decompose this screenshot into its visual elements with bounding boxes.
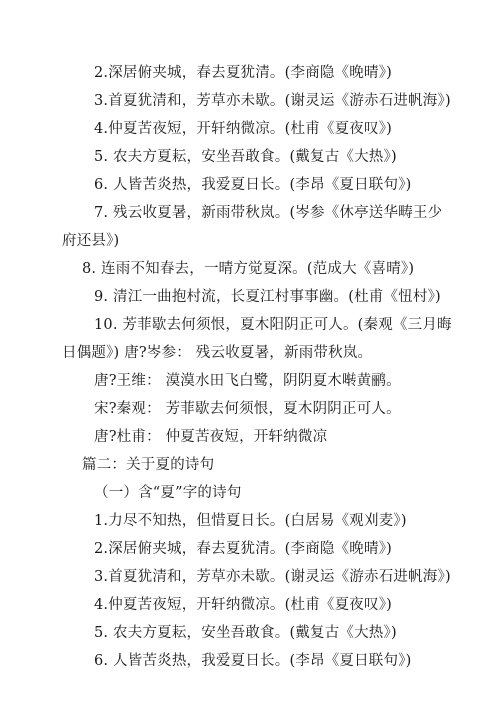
text-line: 2.深居俯夹城，春去夏犹清。(李商隐《晚晴》) — [94, 541, 392, 557]
text-line: 6. 人皆苦炎热，我爱夏日长。(李昂《夏日联句》) — [94, 653, 412, 669]
text-line: 8. 连雨不知春去，一晴方觉夏深。(范成大《喜晴》) — [82, 261, 415, 277]
text-line: 9. 清江一曲抱村流，长夏江村事事幽。(杜甫《忸村》) — [94, 289, 441, 305]
text-line: 府还县》) — [62, 233, 120, 249]
text-line: 2.深居俯夹城，春去夏犹清。(李商隐《晚晴》) — [94, 65, 392, 81]
text-line: 3.首夏犹清和，芳草亦未歇。(谢灵运《游赤石进帆海》) — [94, 93, 451, 109]
text-line: 唐?王维： 漠漠水田飞白鹭，阴阴夏木啭黄鹂。 — [94, 373, 401, 389]
text-line: 6. 人皆苦炎热，我爱夏日长。(李昂《夏日联句》) — [94, 177, 412, 193]
subsection-heading: （一）含“夏”字的诗句 — [94, 485, 242, 501]
text-line: 10. 芳菲歇去何须恨，夏木阳阴正可人。(秦观《三月晦 — [94, 317, 452, 333]
text-line: 5. 农夫方夏耘，安坐吾敢食。(戴复古《大热》) — [94, 625, 397, 641]
text-line: 日偶题》) 唐?岑参： 残云收夏暑，新雨带秋岚。 — [62, 345, 373, 361]
text-line: 唐?杜甫： 仲夏苦夜短，开轩纳微凉 — [94, 429, 328, 445]
text-line: 宋?秦观： 芳菲歇去何须恨，夏木阴阴正可人。 — [94, 401, 401, 417]
text-line: 1.力尽不知热，但惜夏日长。(白居易《观刈麦》) — [94, 513, 407, 529]
text-line: 7. 残云收夏暑，新雨带秋岚。(岑参《休亭送华畴王少 — [94, 205, 443, 221]
text-line: 4.仲夏苦夜短，开轩纳微凉。(杜甫《夏夜叹》) — [94, 597, 392, 613]
text-line: 4.仲夏苦夜短，开轩纳微凉。(杜甫《夏夜叹》) — [94, 121, 392, 137]
section-heading: 篇二：关于夏的诗句 — [82, 457, 215, 473]
text-line: 3.首夏犹清和，芳草亦未歇。(谢灵运《游赤石进帆海》) — [94, 569, 451, 585]
text-line: 5. 农夫方夏耘，安坐吾敢食。(戴复古《大热》) — [94, 149, 397, 165]
